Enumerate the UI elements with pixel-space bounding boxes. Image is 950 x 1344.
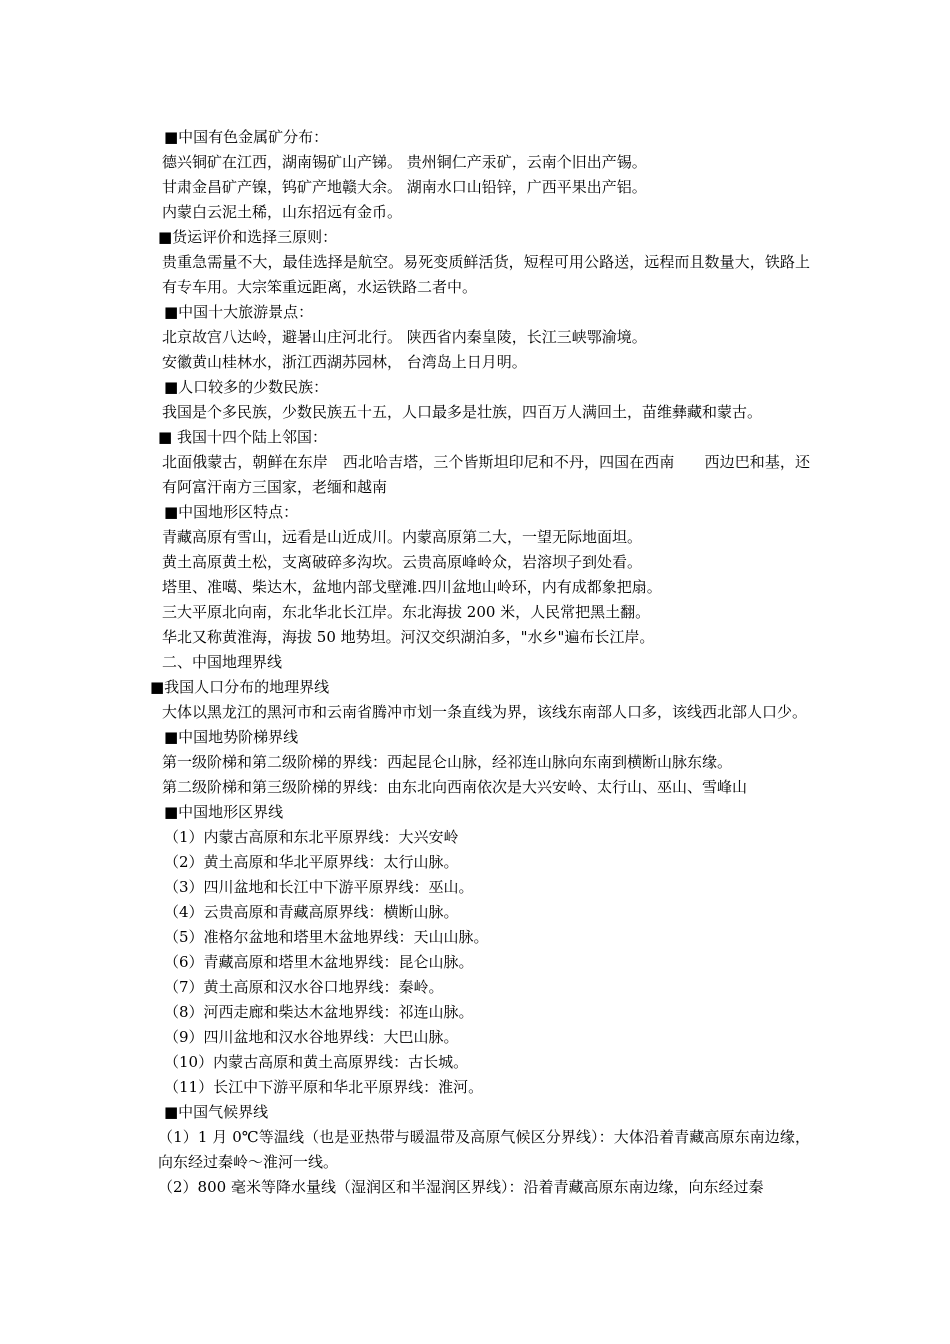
text-line: （6）青藏高原和塔里木盆地界线：昆仑山脉。 [164, 953, 474, 971]
text-line: 北京故宫八达岭，避暑山庄河北行。 陕西省内秦皇陵，长江三峡鄂渝境。 [162, 328, 647, 346]
section-heading: ■我国人口分布的地理界线 [150, 678, 330, 696]
text-line: 德兴铜矿在江西，湖南锡矿山产锑。 贵州铜仁产汞矿，云南个旧出产锡。 [162, 153, 647, 171]
text-line: （3）四川盆地和长江中下游平原界线：巫山。 [164, 878, 474, 896]
section-heading: ■货运评价和选择三原则： [158, 228, 338, 246]
text-line: 内蒙白云泥土稀，山东招远有金币。 [162, 203, 403, 221]
text-line: （10）内蒙古高原和黄土高原界线：古长城。 [164, 1053, 469, 1071]
section-heading: ■人口较多的少数民族： [164, 378, 329, 396]
text-line: 黄土高原黄土松，支离破碎多沟坎。云贵高原峰岭众，岩溶坝子到处看。 [162, 553, 643, 571]
chapter-heading: 二、中国地理界线 [162, 653, 283, 671]
text-line: 第一级阶梯和第二级阶梯的界线：西起昆仑山脉，经祁连山脉向东南到横断山脉东缘。 [162, 753, 733, 771]
text-line: 甘肃金昌矿产镍，钨矿产地赣大余。 湖南水口山铅锌，广西平果出产铝。 [162, 178, 647, 196]
paragraph: 北面俄蒙古，朝鲜在东岸 西北哈吉塔，三个皆斯坦印尼和不丹，四国在西南 西边巴和基，还有阿富汗南方三国家，老缅和越南 [162, 453, 810, 496]
text-line: 塔里、准噶、柴达木，盆地内部戈壁滩.四川盆地山岭环，内有成都象把扇。 [162, 578, 662, 596]
paragraph: 贵重急需量不大，最佳选择是航空。易死变质鲜活货，短程可用公路送，远程而且数量大，铁路上有专车用。大宗笨重远距离，水运铁路二者中。 [162, 253, 810, 296]
document-body [146, 125, 810, 1200]
paragraph: 大体以黑龙江的黑河市和云南省腾冲市划一条直线为界，该线东南部人口多，该线西北部人口少。 [162, 703, 808, 721]
section-heading: ■中国地形区特点： [164, 503, 299, 521]
text-line: （11）长江中下游平原和华北平原界线：淮河。 [164, 1078, 484, 1096]
text-line: （2）黄土高原和华北平原界线：太行山脉。 [164, 853, 459, 871]
text-line: 华北又称黄淮海，海拔 50 地势坦。河汉交织湖泊多，"水乡"遍布长江岸。 [162, 628, 655, 646]
text-line: 第二级阶梯和第三级阶梯的界线：由东北向西南依次是大兴安岭、太行山、巫山、雪峰山 [162, 778, 748, 796]
text-line: 青藏高原有雪山，远看是山近成川。内蒙高原第二大，一望无际地面坦。 [162, 528, 643, 546]
section-heading: ■中国气候界线 [164, 1103, 269, 1121]
text-line: （7）黄土高原和汉水谷口地界线：秦岭。 [164, 978, 444, 996]
section-heading: ■中国地势阶梯界线 [164, 728, 299, 746]
text-line: 我国是个多民族，少数民族五十五，人口最多是壮族，四百万人满回土，苗维彝藏和蒙古。 [162, 403, 763, 421]
section-heading: ■中国十大旅游景点： [164, 303, 314, 321]
text-line: （5）准格尔盆地和塔里木盆地界线：天山山脉。 [164, 928, 489, 946]
text-line: 安徽黄山桂林水，浙江西湖苏园林， 台湾岛上日月明。 [162, 353, 527, 371]
section-heading: ■中国地形区界线 [164, 803, 284, 821]
text-line: （4）云贵高原和青藏高原界线：横断山脉。 [164, 903, 459, 921]
section-heading: ■ 我国十四个陆上邻国： [158, 428, 327, 446]
text-line: （9）四川盆地和汉水谷地界线：大巴山脉。 [164, 1028, 459, 1046]
text-line: （1）内蒙古高原和东北平原界线：大兴安岭 [164, 828, 459, 846]
text-line: 三大平原北向南，东北华北长江岸。东北海拔 200 米，人民常把黑土翻。 [162, 603, 651, 621]
paragraph: （1）1 月 0℃等温线（也是亚热带与暖温带及高原气候区分界线）：大体沿着青藏高原东南边缘，向东经过秦岭～淮河一线。 [158, 1128, 810, 1171]
section-heading: ■中国有色金属矿分布： [164, 128, 329, 146]
text-line: （8）河西走廊和柴达木盆地界线：祁连山脉。 [164, 1003, 474, 1021]
text-line: （2）800 毫米等降水量线（湿润区和半湿润区界线）：沿着青藏高原东南边缘，向东经过秦 [158, 1178, 764, 1196]
